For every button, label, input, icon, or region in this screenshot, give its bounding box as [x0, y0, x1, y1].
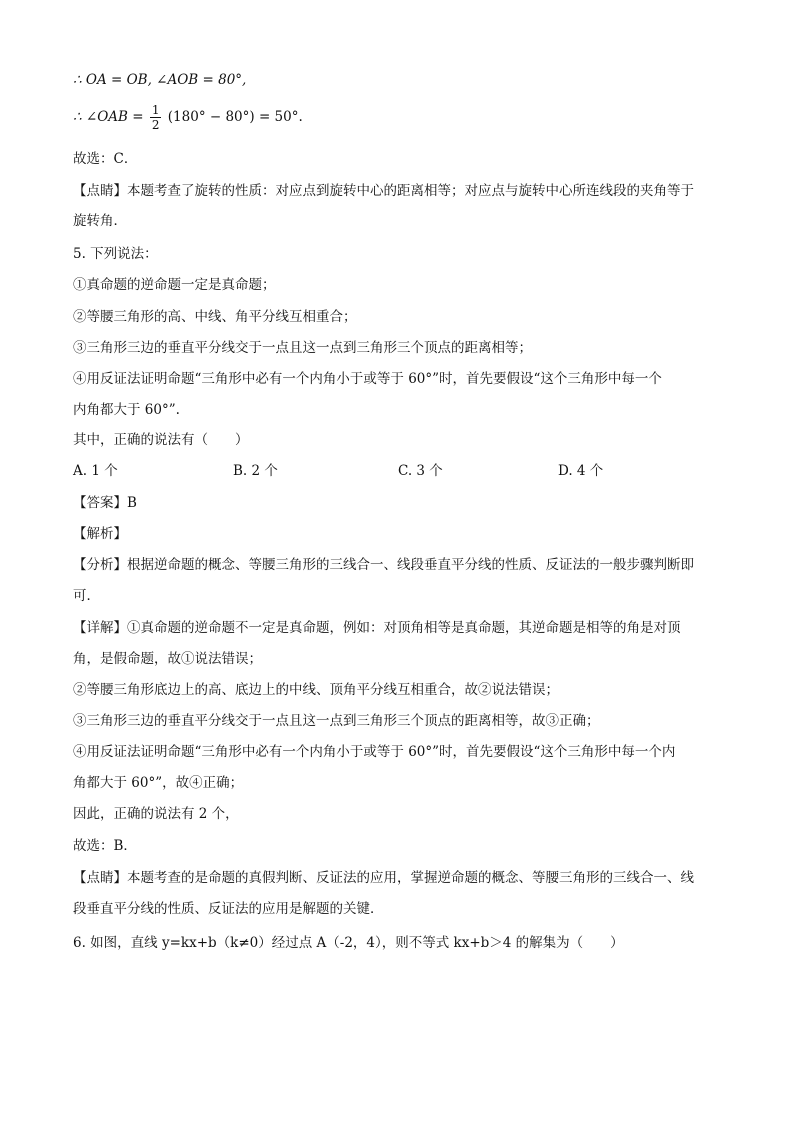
detail-line-3: ②等腰三角形底边上的高、底边上的中线、顶角平分线互相重合，故②说法错误； — [73, 682, 559, 698]
detail-line-6: 角都大于 60°”，故④正确； — [73, 775, 244, 791]
answer-label: 【答案】B — [73, 495, 137, 511]
detail-line-7: 因此，正确的说法有 2 个， — [73, 806, 239, 822]
comment-2-line-1: 【点睛】本题考查的是命题的真假判断、反证法的应用，掌握逆命题的概念、等腰三角形的三线合一、线 — [73, 870, 694, 886]
angle-oab-prefix: ∴ ∠OAB = — [73, 109, 144, 125]
detail-line-2: 角，是假命题，故①说法错误； — [73, 651, 262, 667]
question-6: 6. 如图，直线 y=kx+b（k≠0）经过点 A（-2，4），则不等式 kx+b＞4 的解集为（ ） — [73, 935, 624, 951]
statement-2: ②等腰三角形的高、中线、角平分线互相重合； — [73, 309, 357, 325]
comment-line-2: 旋转角． — [73, 213, 127, 229]
comment-line-1: 【点睛】本题考查了旋转的性质：对应点到旋转中心的距离相等；对应点与旋转中心所连线段的夹角等于 — [73, 183, 694, 199]
answer-choice-c: 故选：C． — [73, 151, 138, 167]
question-5-prompt: 其中，正确的说法有（ ） — [73, 432, 249, 448]
analysis-line-1: 【分析】根据逆命题的概念、等腰三角形的三线合一、线段垂直平分线的性质、反证法的一般步骤判断即 — [73, 557, 694, 573]
angle-oab-suffix: (180° − 80°) = 50°. — [167, 109, 303, 125]
option-a: A. 1 个 — [73, 463, 118, 479]
fraction-denominator: 2 — [151, 118, 160, 132]
statement-4-line-2: 内角都大于 60°”. — [73, 402, 180, 418]
detail-line-1: 【详解】①真命题的逆命题不一定是真命题，例如：对顶角相等是真命题，其逆命题是相等的角是对顶 — [73, 620, 681, 636]
statement-3: ③三角形三边的垂直平分线交于一点且这一点到三角形三个顶点的距离相等； — [73, 340, 532, 356]
solution-line-oa-ob: ∴ OA = OB, ∠AOB = 80°, — [73, 72, 247, 88]
analysis-heading: 【解析】 — [73, 526, 127, 542]
question-5-title: 5. 下列说法： — [73, 246, 158, 262]
option-c: C. 3 个 — [398, 463, 443, 479]
question-5-options — [73, 463, 723, 481]
detail-line-8: 故选：B． — [73, 838, 137, 854]
solution-line-angle-oab — [73, 104, 721, 131]
option-b: B. 2 个 — [233, 463, 278, 479]
statement-4-line-1: ④用反证法证明命题“三角形中必有一个内角小于或等于 60°”时，首先要假设“这个三角形中每一个 — [73, 371, 662, 387]
fraction-one-half — [150, 104, 162, 131]
detail-line-4: ③三角形三边的垂直平分线交于一点且这一点到三角形三个顶点的距离相等，故③正确； — [73, 713, 600, 729]
detail-line-5: ④用反证法证明命题“三角形中必有一个内角小于或等于 60°”时，首先要假设“这个三角形中每一个内 — [73, 744, 676, 760]
fraction-numerator: 1 — [151, 103, 160, 117]
statement-1: ①真命题的逆命题一定是真命题； — [73, 277, 276, 293]
comment-2-line-2: 段垂直平分线的性质、反证法的应用是解题的关键． — [73, 901, 384, 917]
analysis-line-2: 可． — [73, 588, 100, 604]
option-d: D. 4 个 — [558, 463, 604, 479]
